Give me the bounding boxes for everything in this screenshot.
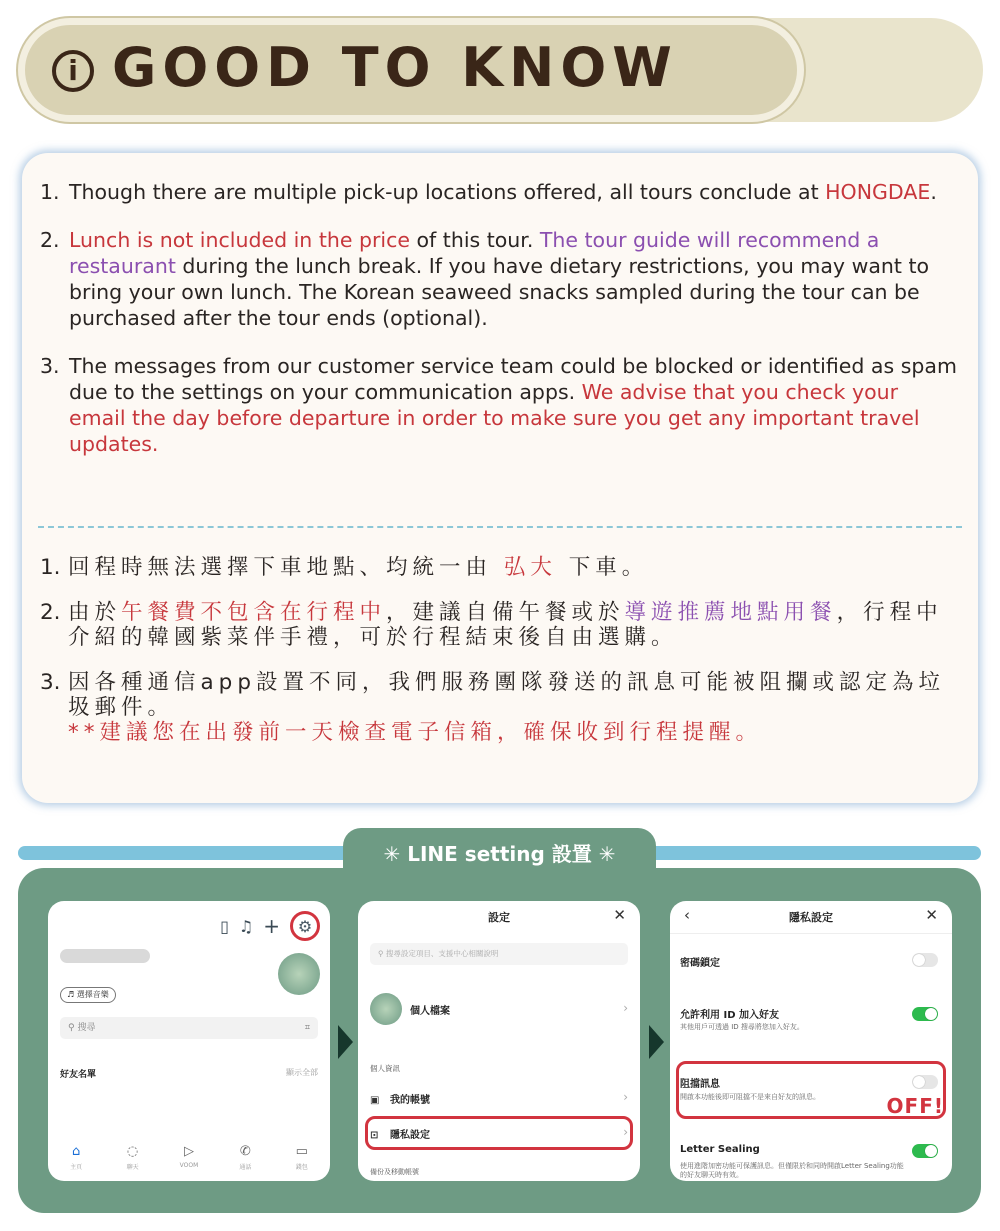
note-text-segment: We advise that you check your email the day before departure in order to make sure you get any important travel updates. [69, 380, 920, 456]
bell-icon[interactable]: ♫ [238, 916, 254, 936]
page-title [52, 36, 678, 99]
nav-item[interactable] [169, 1144, 209, 1171]
close-icon[interactable]: ✕ [613, 906, 626, 924]
home-icon: ⌂ [72, 1144, 81, 1159]
note-item [40, 600, 964, 650]
passcode-toggle[interactable] [912, 953, 938, 967]
note-item [40, 670, 964, 745]
note-text-segment: Though there are multiple pick-up locations offered, [69, 180, 603, 204]
nav-label: VOOM [179, 1162, 199, 1169]
letter-sealing-label: Letter Sealing [680, 1144, 760, 1155]
note-item [40, 227, 960, 331]
note-text-segment: **建議您在出發前一天檢查電子信箱，確保收到行程提醒。 [68, 720, 763, 745]
block-messages-description: 開啟本功能後即可阻擋不是來自好友的訊息。 [680, 1093, 820, 1101]
note-text-segment: 因各種通信app設置不同，我們服務團隊發送的訊息可能被阻攔或認定為垃圾郵件。 [68, 670, 945, 720]
line-privacy-screen [670, 901, 952, 1181]
note-number: 2. [40, 228, 60, 252]
id-card-icon: ▣ [370, 1095, 380, 1106]
settings-search-placeholder: 搜尋設定項目、支援中心相關說明 [385, 949, 499, 958]
note-text-segment: 弘大 [503, 555, 557, 580]
search-input[interactable] [60, 1017, 318, 1039]
note-text-segment: . [930, 180, 937, 204]
block-messages-label: 阻擋訊息 [680, 1079, 720, 1090]
backup-section-label: 備份及移動帳號 [370, 1168, 419, 1176]
chinese-notes-list [40, 555, 964, 765]
profile-item[interactable]: 個人檔案 [410, 1006, 450, 1017]
close-icon[interactable]: ✕ [925, 906, 938, 924]
dashed-divider [38, 526, 962, 528]
add-friend-icon[interactable]: + [263, 914, 280, 938]
add-by-id-description: 其他用戶可透過 ID 搜尋將您加入好友。 [680, 1023, 804, 1031]
settings-gear-icon[interactable]: ⚙ [290, 911, 320, 941]
note-number: 1. [40, 555, 61, 580]
search-placeholder: 搜尋 [77, 1023, 96, 1033]
phone-icon: ✆ [239, 1144, 251, 1159]
note-text-segment: Lunch is not included in the price [69, 228, 410, 252]
privacy-settings-label: 隱私設定 [390, 1130, 430, 1141]
note-text-segment: 導遊推薦地點用餐 [624, 600, 837, 625]
nav-item[interactable] [282, 1144, 322, 1171]
privacy-title: 隱私設定 [789, 911, 833, 924]
select-music-button[interactable]: ♬ 選擇音樂 [60, 987, 116, 1003]
note-text-segment: ，行程中介紹的韓國紫菜伴手禮，可於行程結束後自由選購。 [68, 600, 943, 650]
note-item [40, 555, 964, 580]
search-icon: ⚲ [378, 949, 386, 958]
search-icon: ⚲ [68, 1023, 78, 1033]
passcode-label: 密碼鎖定 [680, 958, 720, 969]
english-notes-list [40, 179, 960, 479]
note-text-segment: all tours conclude at [602, 180, 826, 204]
my-account-label: 我的帳號 [390, 1095, 430, 1106]
note-text-segment: ，建議自備午餐或於 [386, 600, 625, 625]
nav-label: 主頁 [70, 1164, 83, 1171]
note-text [68, 670, 964, 745]
line-home-screen [48, 901, 330, 1181]
show-all-link[interactable]: 顯示全部 [286, 1068, 318, 1077]
letter-sealing-toggle[interactable] [912, 1144, 938, 1158]
note-number: 2. [40, 600, 61, 625]
wallet-icon: ▭ [295, 1144, 308, 1159]
nav-item[interactable] [225, 1144, 265, 1171]
note-text [69, 179, 960, 205]
avatar [370, 993, 402, 1025]
add-by-id-toggle[interactable] [912, 1007, 938, 1021]
note-text-segment: 下車。 [556, 555, 649, 580]
chevron-right-icon: › [623, 1001, 628, 1015]
note-item [40, 179, 960, 205]
header-divider [670, 933, 952, 934]
settings-title: 設定 [488, 911, 510, 924]
add-by-id-label: 允許利用 ID 加入好友 [680, 1010, 779, 1021]
chevron-right-icon: › [623, 1090, 628, 1104]
bottom-nav [48, 1144, 330, 1171]
line-settings-heading: ✳ LINE setting 設置 ✳ [383, 842, 616, 866]
note-text [69, 353, 960, 457]
nav-item[interactable] [56, 1144, 96, 1171]
my-account-item[interactable] [370, 1091, 430, 1106]
note-text-segment: The tour guide will recommend a restaurant [69, 228, 880, 278]
note-text-segment: 由於 [68, 600, 122, 625]
note-text [68, 600, 964, 650]
nav-label: 錢包 [295, 1164, 308, 1171]
settings-search-input[interactable] [370, 943, 628, 965]
chat-icon: ◌ [126, 1144, 139, 1159]
note-text [68, 555, 964, 580]
profile-name-placeholder [60, 949, 150, 963]
line-settings-screen [358, 901, 640, 1181]
note-number: 1. [40, 180, 60, 204]
lock-icon: ⊡ [370, 1130, 379, 1141]
home-toolbar [220, 911, 320, 941]
chevron-right-icon: › [623, 1125, 628, 1139]
note-text-segment: 回程時無法選擇下車地點、均統一由 [68, 555, 504, 580]
note-item [40, 353, 960, 457]
nav-item[interactable] [113, 1144, 153, 1171]
privacy-highlight-box [365, 1116, 633, 1150]
info-circle-icon: i [52, 50, 94, 92]
nav-label: 通話 [239, 1164, 252, 1171]
note-number: 3. [40, 354, 60, 378]
note-text-segment: during the lunch break. If you have dietary restrictions, you may want to bring your own lunch. The Korean seaweed snacks sampled during the tour can be purchased after the tour ends (optional). [69, 254, 930, 330]
friends-list-label: 好友名單 [60, 1070, 97, 1080]
step-arrow-icon [338, 1025, 353, 1059]
note-text [69, 227, 960, 331]
nav-label: 聊天 [126, 1164, 139, 1171]
letter-sealing-description: 使用進階加密功能可保護訊息。但僅限於和同時開啟Letter Sealing功能的好友聊天時有效。 [680, 1162, 904, 1179]
off-annotation: OFF! [886, 1094, 944, 1118]
note-text-segment: 午餐費不包含在行程中 [121, 600, 387, 625]
page-title-text: GOOD TO KNOW [112, 36, 678, 99]
play-icon: ▷ [183, 1144, 194, 1159]
bookmark-icon[interactable]: ▯ [220, 916, 229, 936]
back-icon[interactable]: ‹ [684, 906, 690, 924]
note-number: 3. [40, 670, 61, 695]
qr-scan-icon[interactable]: ⌗ [304, 1023, 310, 1033]
note-text-segment: HONGDAE [825, 180, 931, 204]
notes-card [22, 153, 978, 803]
personal-info-section-label: 個人資訊 [370, 1064, 400, 1073]
avatar[interactable] [278, 953, 320, 995]
line-settings-tab [343, 828, 656, 888]
note-text-segment: The messages from our customer service team could be blocked or identified as spam due to the settings on your communication apps. [69, 354, 957, 404]
step-arrow-icon [649, 1025, 664, 1059]
note-text-segment: of this tour. [410, 228, 540, 252]
